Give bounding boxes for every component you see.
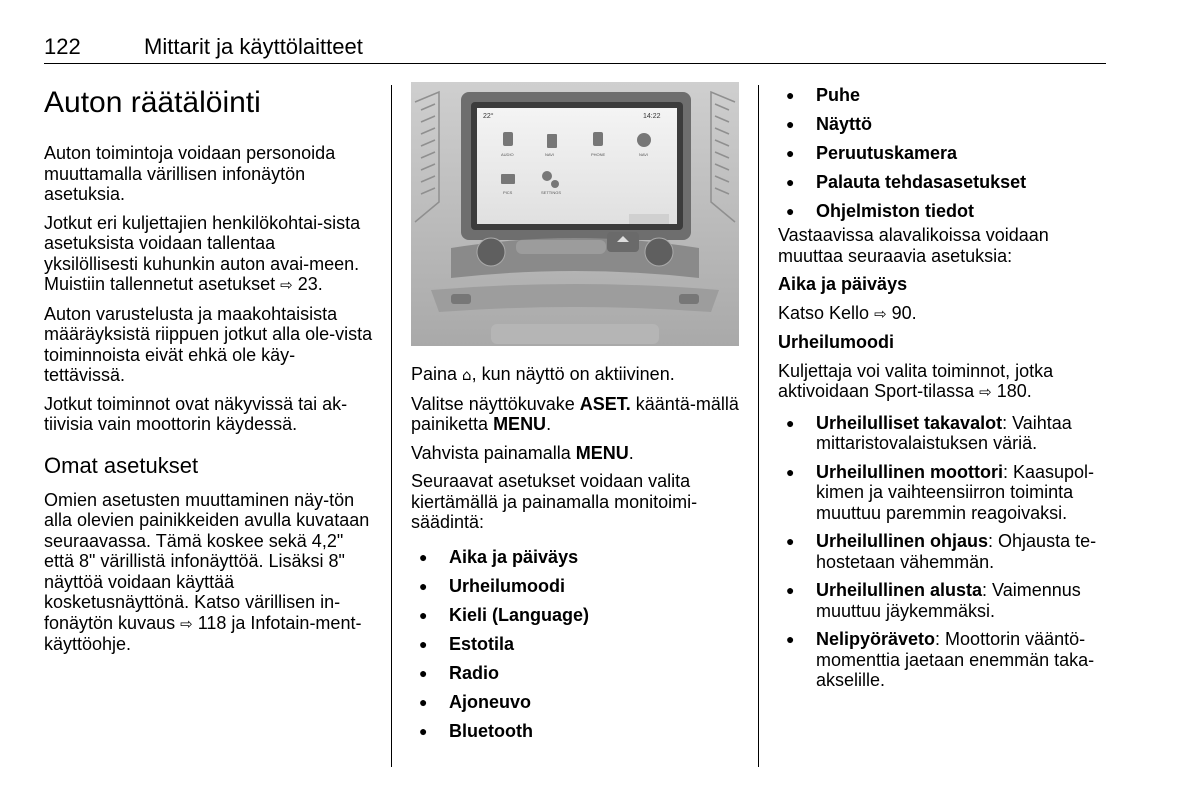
paragraph: Jotkut toiminnot ovat näkyvissä tai ak-tiivisia vain moottorin käydessä. — [44, 393, 348, 434]
page-number: 122 — [44, 34, 81, 59]
subheading: Aika ja päiväys — [778, 274, 908, 294]
paragraph: Auton varustelusta ja maakohtaisista määräyksistä riippuen jotkut alla ole-vista toiminnoista eivät ehkä ole käy-tettävissä. — [44, 303, 373, 385]
paragraph: Vahvista painamalla MENU. — [411, 442, 634, 463]
page-header — [44, 34, 1106, 64]
subsection-title: Omat asetukset — [44, 452, 199, 478]
screen-temperature: 22° — [483, 113, 494, 120]
list-item: ● Estotila — [411, 634, 741, 663]
paragraph: Vastaavissa alavalikoissa voidaan muuttaa seuraavia asetuksia: — [778, 225, 1049, 266]
page-ref[interactable]: 118 ja Infotain-ment-käyttöohje. — [44, 612, 362, 654]
list-item: ● Peruutuskamera — [778, 143, 1108, 172]
list-item: ● Urheilullinen moottori: Kaasupol-kimen ja vaihteensiirron toiminta muuttuu paremmin reagoivaksi. — [778, 462, 1108, 524]
paragraph: Jotkut eri kuljettajien henkilökohtai-sista asetuksista voidaan tallentaa yksilöllisesti kuhunkin auton avai-meen. Muistiin tallennetut asetukset ⇨ 23. — [44, 212, 361, 294]
list-item: ● Radio — [411, 663, 741, 692]
list-item: ● Palauta tehdasasetukset — [778, 172, 1108, 201]
chapter-title: Mittarit ja käyttölaitteet — [144, 34, 363, 59]
sport-mode-list — [778, 413, 1108, 691]
page-ref[interactable]: 180. — [996, 381, 1032, 401]
paragraph: Valitse näyttökuvake ASET. kääntä-mällä painiketta MENU. — [411, 393, 739, 434]
paragraph: Kuljettaja voi valita toiminnot, jotka aktivoidaan Sport-tilassa ⇨ 180. — [778, 360, 1054, 401]
infotainment-photo — [411, 82, 739, 346]
list-item: ● Urheilullinen alusta: Vaimennus muuttuu jäykemmäksi. — [778, 580, 1108, 621]
list-item: ● Näyttö — [778, 114, 1108, 143]
list-item: ● Urheilulliset takavalot: Vaihtaa mittaristovalaistuksen väriä. — [778, 413, 1108, 454]
home-icon: ⌂ — [462, 366, 472, 384]
list-item: ● Kieli (Language) — [411, 605, 741, 634]
list-item: ● Urheilullinen ohjaus: Ohjausta te-hostetaan vähemmän. — [778, 531, 1108, 572]
list-item: ● Urheilumoodi — [411, 576, 741, 605]
column-divider-1 — [391, 85, 392, 767]
column-1 — [44, 80, 374, 663]
settings-list-continued — [778, 85, 1108, 230]
page-ref-arrow-icon: ⇨ — [180, 614, 193, 633]
header-divider — [44, 63, 1106, 64]
screen-icon-label: NAVI — [639, 152, 649, 157]
screen-icon-label: PHONE — [591, 152, 606, 157]
column-3 — [778, 85, 1108, 699]
settings-list — [411, 547, 741, 750]
page-ref-arrow-icon: ⇨ — [280, 276, 293, 294]
list-item: ● Puhe — [778, 85, 1108, 114]
screen-icon-label: AUDIO — [501, 152, 514, 157]
screen-icon-label: NAVI — [545, 152, 555, 157]
page-ref-arrow-icon: ⇨ — [874, 304, 887, 323]
paragraph: Seuraavat asetukset voidaan valita kiertämällä ja painamalla monitoimi-säädintä: — [411, 471, 698, 532]
paragraph: Auton toimintoja voidaan personoida muuttamalla värillisen infonäytön asetuksia. — [44, 143, 336, 204]
page-ref[interactable]: 90. — [891, 302, 917, 323]
list-item: ● Ajoneuvo — [411, 692, 741, 721]
screen-icon-label: SETTINGS — [541, 190, 562, 195]
paragraph: Omien asetusten muuttaminen näy-tön alla olevien painikkeiden avulla kuvataan seuraavassa. Tämä koskee sekä 4,2" että 8" värillistä infonäyttöä. Lisäksi 8" näyttöä voidaan käyttää kosketusnäyttönä. Katso värillisen in-fonäytön kuvaus ⇨ 118 ja Infotain-ment-käyttöohje. — [44, 489, 370, 654]
page-ref[interactable]: 23. — [297, 274, 323, 294]
page-ref-arrow-icon: ⇨ — [979, 383, 992, 401]
list-item: ● Bluetooth — [411, 721, 741, 750]
subheading: Urheilumoodi — [778, 332, 894, 352]
paragraph: Paina ⌂, kun näyttö on aktiivinen. — [411, 364, 675, 384]
list-item: ● Ohjelmiston tiedot — [778, 201, 1108, 230]
screen-clock: 14:22 — [643, 113, 661, 120]
section-title: Auton räätälöinti — [44, 86, 261, 119]
screen-icon-label: PICS — [503, 190, 513, 195]
list-item: ● Aika ja päiväys — [411, 547, 741, 576]
column-2 — [411, 80, 741, 750]
paragraph: Katso Kello ⇨ 90. — [778, 302, 917, 323]
column-divider-2 — [758, 85, 759, 767]
list-item: ● Nelipyöräveto: Moottorin vääntö-momenttia jaetaan enemmän taka-akselille. — [778, 629, 1108, 691]
